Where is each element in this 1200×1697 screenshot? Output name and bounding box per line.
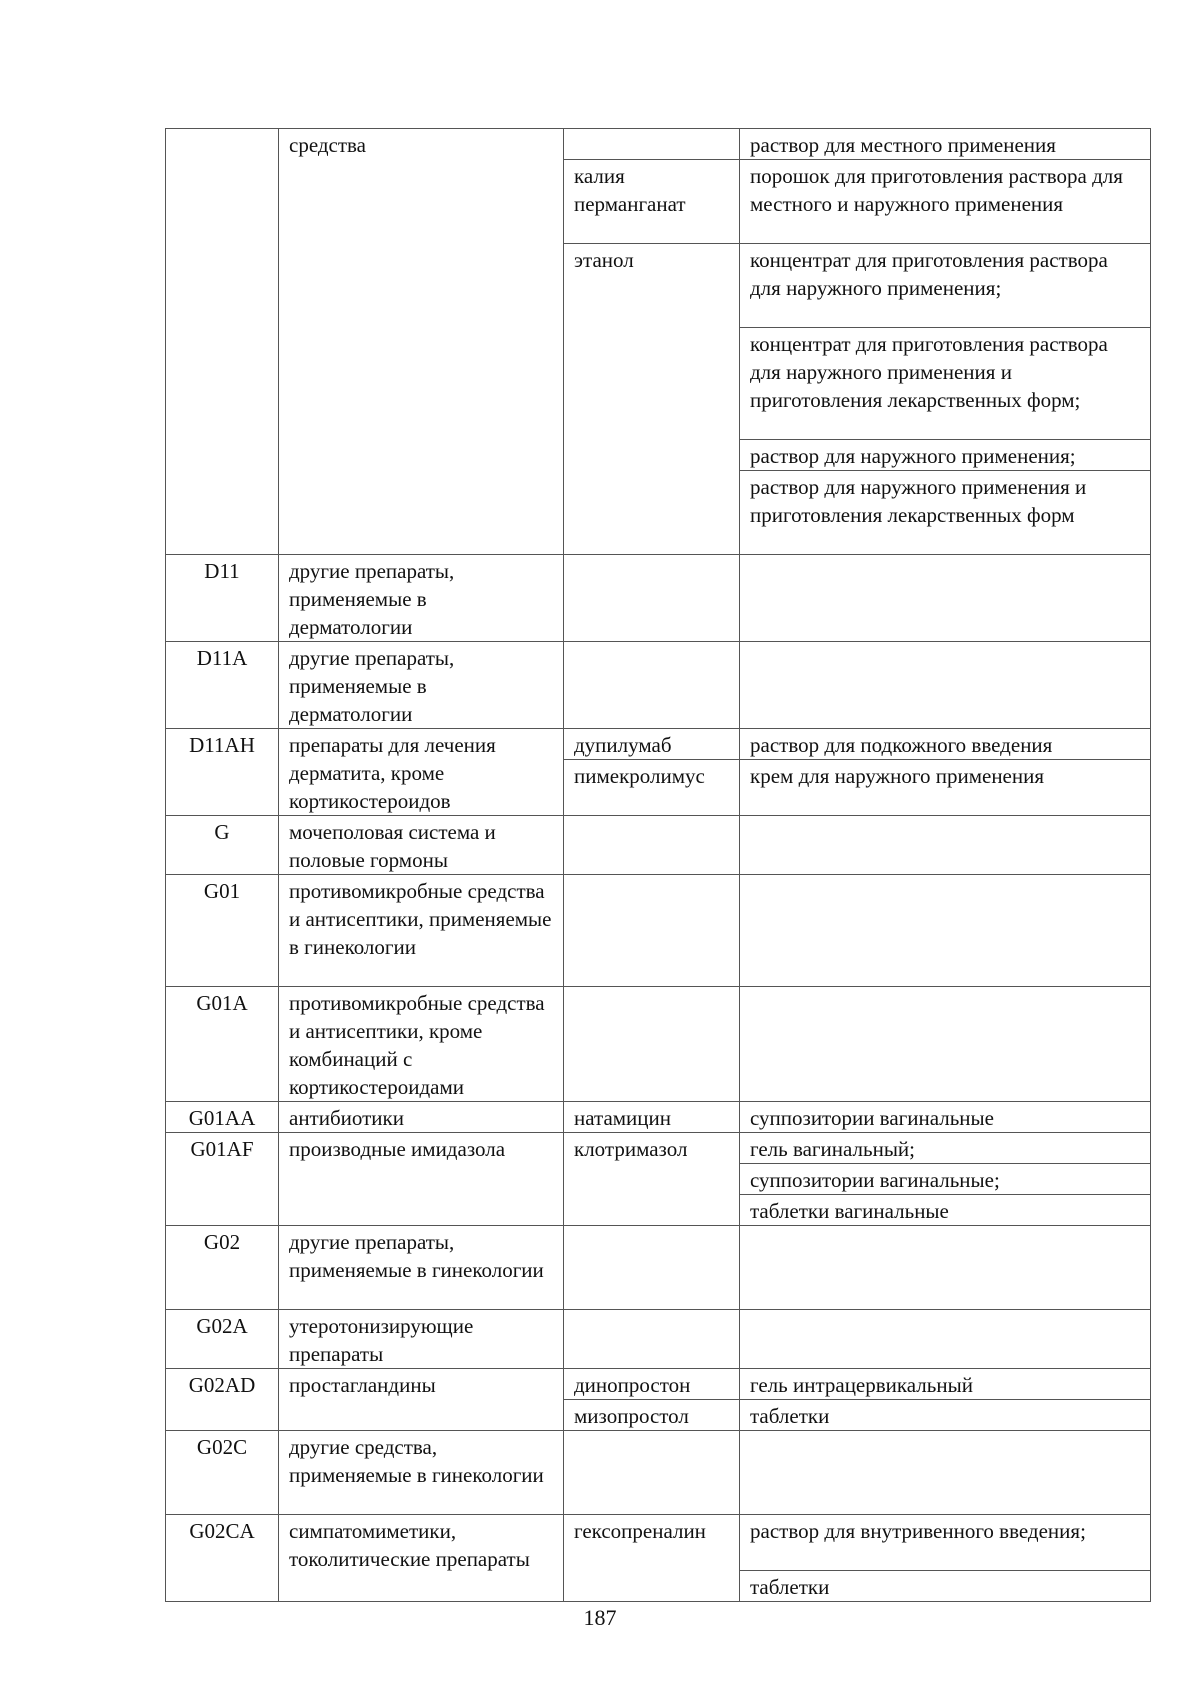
group-name-cell: средства — [279, 129, 564, 555]
group-name-cell: производные имидазола — [279, 1133, 564, 1226]
table-row — [166, 1515, 1151, 1571]
dosage-form-cell: таблетки — [740, 1400, 1151, 1431]
dosage-form-cell — [740, 642, 1151, 729]
group-name-cell: простагландины — [279, 1369, 564, 1431]
table-row — [166, 1431, 1151, 1515]
table-row — [166, 1133, 1151, 1164]
atc-code-cell: G02C — [166, 1431, 279, 1515]
drug-name-cell — [564, 875, 740, 987]
dosage-form-cell: суппозитории вагинальные; — [740, 1164, 1151, 1195]
dosage-form-cell: раствор для внутривенного введения; — [740, 1515, 1151, 1571]
drug-name-cell: этанол — [564, 244, 740, 555]
dosage-form-cell — [740, 1431, 1151, 1515]
atc-code-cell — [166, 129, 279, 555]
drug-name-cell — [564, 642, 740, 729]
atc-code-cell: D11 — [166, 555, 279, 642]
dosage-form-cell — [740, 987, 1151, 1102]
atc-code-cell: G — [166, 816, 279, 875]
group-name-cell: препараты для лечения дерматита, кроме кортикостероидов — [279, 729, 564, 816]
table-row — [166, 1102, 1151, 1133]
dosage-form-cell: гель вагинальный; — [740, 1133, 1151, 1164]
table-row — [166, 729, 1151, 760]
dosage-form-cell — [740, 875, 1151, 987]
dosage-form-cell: порошок для приготовления раствора для местного и наружного применения — [740, 160, 1151, 244]
group-name-cell: другие препараты, применяемые в гинекологии — [279, 1226, 564, 1310]
drug-name-cell — [564, 987, 740, 1102]
drug-name-cell: динопростон — [564, 1369, 740, 1400]
drug-name-cell: дупилумаб — [564, 729, 740, 760]
atc-code-cell: D11A — [166, 642, 279, 729]
dosage-form-cell: крем для наружного применения — [740, 760, 1151, 816]
group-name-cell: антибиотики — [279, 1102, 564, 1133]
dosage-form-cell: раствор для подкожного введения — [740, 729, 1151, 760]
table-row — [166, 816, 1151, 875]
drug-classification-table — [165, 128, 1151, 1602]
dosage-form-cell — [740, 1310, 1151, 1369]
dosage-form-cell: раствор для наружного применения и приготовления лекарственных форм — [740, 471, 1151, 555]
atc-code-cell: G02AD — [166, 1369, 279, 1431]
dosage-form-cell: раствор для местного применения — [740, 129, 1151, 160]
atc-code-cell: G02CA — [166, 1515, 279, 1602]
table-row — [166, 1226, 1151, 1310]
group-name-cell: противомикробные средства и антисептики, применяемые в гинекологии — [279, 875, 564, 987]
dosage-form-cell: таблетки — [740, 1571, 1151, 1602]
dosage-form-cell: раствор для наружного применения; — [740, 440, 1151, 471]
atc-code-cell: G02 — [166, 1226, 279, 1310]
drug-name-cell: гексопреналин — [564, 1515, 740, 1602]
group-name-cell: мочеполовая система и половые гормоны — [279, 816, 564, 875]
drug-name-cell — [564, 816, 740, 875]
drug-name-cell — [564, 1310, 740, 1369]
table-row — [166, 1369, 1151, 1400]
dosage-form-cell — [740, 816, 1151, 875]
group-name-cell: противомикробные средства и антисептики, кроме комбинаций с кортикостероидами — [279, 987, 564, 1102]
table-row — [166, 555, 1151, 642]
drug-name-cell: клотримазол — [564, 1133, 740, 1226]
atc-code-cell: G01AF — [166, 1133, 279, 1226]
drug-name-cell: пимекролимус — [564, 760, 740, 816]
drug-name-cell: натамицин — [564, 1102, 740, 1133]
dosage-form-cell — [740, 1226, 1151, 1310]
atc-code-cell: D11AH — [166, 729, 279, 816]
group-name-cell: утеротонизирующие препараты — [279, 1310, 564, 1369]
atc-code-cell: G01AA — [166, 1102, 279, 1133]
table-row — [166, 129, 1151, 160]
table-row — [166, 987, 1151, 1102]
drug-name-cell: калия перманганат — [564, 160, 740, 244]
dosage-form-cell: концентрат для приготовления раствора для наружного применения; — [740, 244, 1151, 328]
dosage-form-cell — [740, 555, 1151, 642]
page-number: 187 — [583, 1605, 617, 1630]
drug-name-cell — [564, 129, 740, 160]
table-row — [166, 1310, 1151, 1369]
group-name-cell: другие средства, применяемые в гинекологии — [279, 1431, 564, 1515]
drug-name-cell — [564, 1431, 740, 1515]
group-name-cell: симпатомиметики, токолитические препараты — [279, 1515, 564, 1602]
dosage-form-cell: таблетки вагинальные — [740, 1195, 1151, 1226]
drug-name-cell — [564, 1226, 740, 1310]
drug-name-cell — [564, 555, 740, 642]
group-name-cell: другие препараты, применяемые в дерматологии — [279, 555, 564, 642]
atc-code-cell: G02A — [166, 1310, 279, 1369]
table-row — [166, 875, 1151, 987]
atc-code-cell: G01A — [166, 987, 279, 1102]
atc-code-cell: G01 — [166, 875, 279, 987]
dosage-form-cell: суппозитории вагинальные — [740, 1102, 1151, 1133]
drug-name-cell: мизопростол — [564, 1400, 740, 1431]
group-name-cell: другие препараты, применяемые в дерматологии — [279, 642, 564, 729]
dosage-form-cell: гель интрацервикальный — [740, 1369, 1151, 1400]
table-row — [166, 642, 1151, 729]
dosage-form-cell: концентрат для приготовления раствора для наружного применения и приготовления лекарственных форм; — [740, 328, 1151, 440]
